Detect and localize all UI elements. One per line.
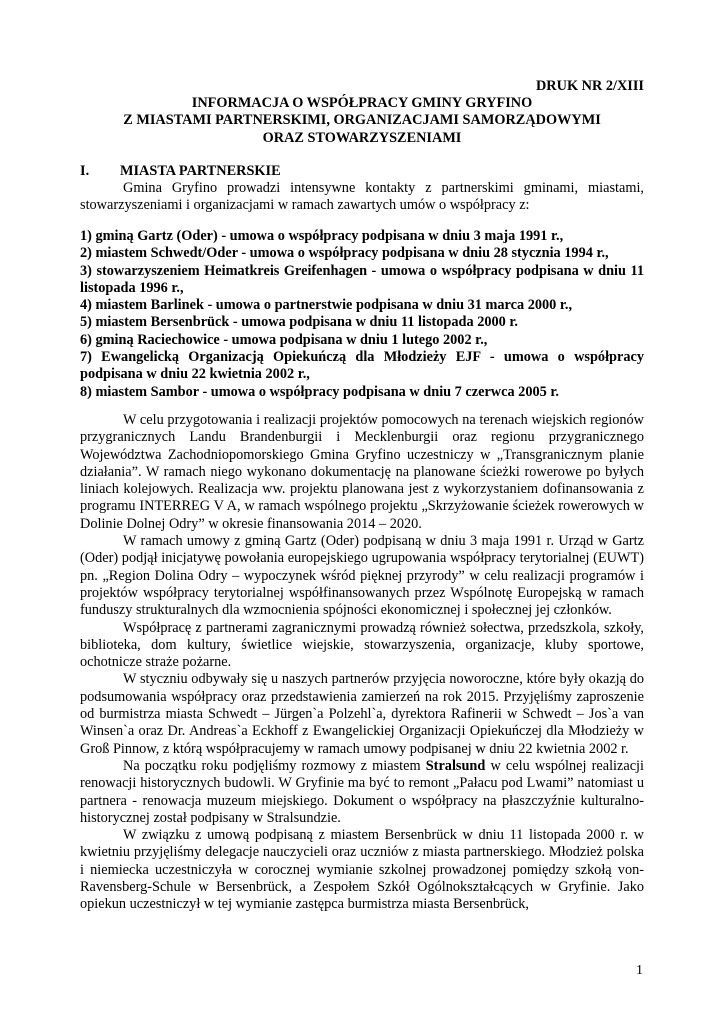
paragraph-gartz: W ramach umowy z gminą Gartz (Oder) podpisaną w dniu 3 maja 1991 r. Urząd w Gartz (Oder) podjął inicjatywę powołania europejskiego ugrupowania współpracy terytorialnej (EUWT) pn. „Region Dolina Odry – wypoczynek wśród pięknej przyrody” w celu realizacji programów i projektów współpracy terytorialnej współfinansowanych przez Wspólnotę Europejską w ramach funduszy strukturalnych dla wzmocnienia spójności ekonomicznej i społecznej jej członków. bbox=[80, 533, 644, 619]
list-item: 5) miastem Bersenbrück - umowa podpisana w dniu 11 listopada 2000 r. bbox=[80, 314, 518, 331]
section-heading bbox=[80, 163, 281, 180]
text-span: Na początku roku podjęliśmy rozmowy z miastem bbox=[123, 757, 426, 774]
list-item: 3) stowarzyszeniem Heimatkreis Greifenhagen - umowa o współpracy podpisana w dniu 11 listopada 1996 r., bbox=[80, 262, 644, 296]
list-item: 8) miastem Sambor - umowa o współpracy podpisana w dniu 7 czerwca 2005 r. bbox=[80, 383, 559, 400]
body-text bbox=[80, 412, 644, 914]
title-line-3: ORAZ STOWARZYSZENIAMI bbox=[262, 129, 462, 146]
title-line-2: Z MIASTAMI PARTNERSKIMI, ORGANIZACJAMI SAMORZĄDOWYMI bbox=[123, 112, 601, 129]
paragraph-interreg: W celu przygotowania i realizacji projektów pomocowych na terenach wiejskich regionów przygranicznych Landu Brandenburgii i Mecklenburgii oraz regionu przygranicznego Województwa Zachodniopomorskiego Gmina Gryfino uczestniczy w „Transgranicznym planie działania”. W ramach niego wykonano dokumentację na planowane ścieżki rowerowe po byłych liniach kolejowych. Realizacja ww. projektu planowana jest z wykorzystaniem dofinansowania z programu INTERREG V A, w ramach wspólnego projektu „Skrzyżowanie ścieżek rowerowych w Dolinie Dolnej Odry” w okresie finansowania 2014 – 2020. bbox=[80, 412, 644, 532]
paragraph-new-year: W styczniu odbywały się u naszych partnerów przyjęcia noworoczne, które były okazją do podsumowania współpracy oraz przedstawienia zamierzeń na rok 2015. Przyjęliśmy zaproszenie od burmistrza miasta Schwedt – Jürgen`a Polzehl`a, dyrektora Rafinerii w Schwedt – Jos`a van Winsen`a oraz Dr. Andreas`a Eckhoff z Ewangelickiej Organizacji Opiekuńczej dla Młodzieży w Groß Pinnow, z którą współpracujemy w ramach umowy podpisanej w dniu 22 kwietnia 2002 r. bbox=[80, 671, 644, 757]
list-item: 1) gminą Gartz (Oder) - umowa o współpracy podpisana w dniu 3 maja 1991 r., bbox=[80, 228, 564, 244]
paragraph-stralsund bbox=[80, 758, 644, 827]
document-title bbox=[80, 95, 644, 147]
section-title: MIASTA PARTNERSKIE bbox=[120, 163, 281, 179]
agreements-list bbox=[80, 228, 644, 401]
document-number: DRUK NR 2/XIII bbox=[535, 78, 644, 94]
paragraph-partners: Współpracę z partnerami zagranicznymi prowadzą również sołectwa, przedszkola, szkoły, biblioteka, dom kultury, świetlice wiejskie, stowarzyszenia, organizacje, kluby sportowe, ochotnicze straże pożarne. bbox=[80, 619, 644, 671]
list-item: 6) gminą Raciechowice - umowa podpisana w dniu 1 lutego 2002 r., bbox=[80, 331, 488, 348]
section-number: I. bbox=[80, 163, 90, 179]
list-item: 4) miastem Barlinek - umowa o partnerstwie podpisana w dniu 31 marca 2000 r., bbox=[80, 297, 573, 314]
paragraph-bersenbrueck: W związku z umową podpisaną z miastem Bersenbrück w dniu 11 listopada 2000 r. w kwietniu przyjęliśmy delegacje nauczycieli oraz uczniów z miasta partnerskiego. Młodzież polska i niemiecka uczestniczyła w corocznej wymianie szkolnej prowadzonej pomiędzy szkołą von-Ravensberg-Schule w Bersenbrück, a Zespołem Szkół Ogólnokształcących w Gryfinie. Jako opiekun uczestniczył w tej wymianie zastępca burmistrza miasta Bersenbrück, bbox=[80, 827, 644, 913]
intro-text: Gmina Gryfino prowadzi intensywne kontakty z partnerskimi gminami, miastami, stowarzyszeniami i organizacjami w ramach zawartych umów o współpracy z: bbox=[80, 180, 644, 214]
title-line-1: INFORMACJA O WSPÓŁPRACY GMINY GRYFINO bbox=[191, 95, 533, 111]
list-item: 7) Ewangelicką Organizacją Opiekuńczą dla Młodzieży EJF - umowa o współpracy podpisana w dniu 22 kwietnia 2002 r., bbox=[80, 349, 644, 383]
intro-paragraph bbox=[80, 180, 644, 215]
page-number: 1 bbox=[636, 963, 643, 978]
list-item: 2) miastem Schwedt/Oder - umowa o współpracy podpisana w dniu 28 stycznia 1994 r., bbox=[80, 245, 609, 262]
text-span: w celu wspólnej realizacji renowacji historycznych budowli. W Gryfinie ma być to remont „Pałacu pod Lwami” natomiast u partnera - renowacja muzeum miejskiego. Dokument o współpracy na płaszczyźnie kulturalno-historycznej został podpisany w Stralsundzie. bbox=[80, 757, 645, 826]
bold-text-stralsund: Stralsund bbox=[425, 757, 486, 774]
